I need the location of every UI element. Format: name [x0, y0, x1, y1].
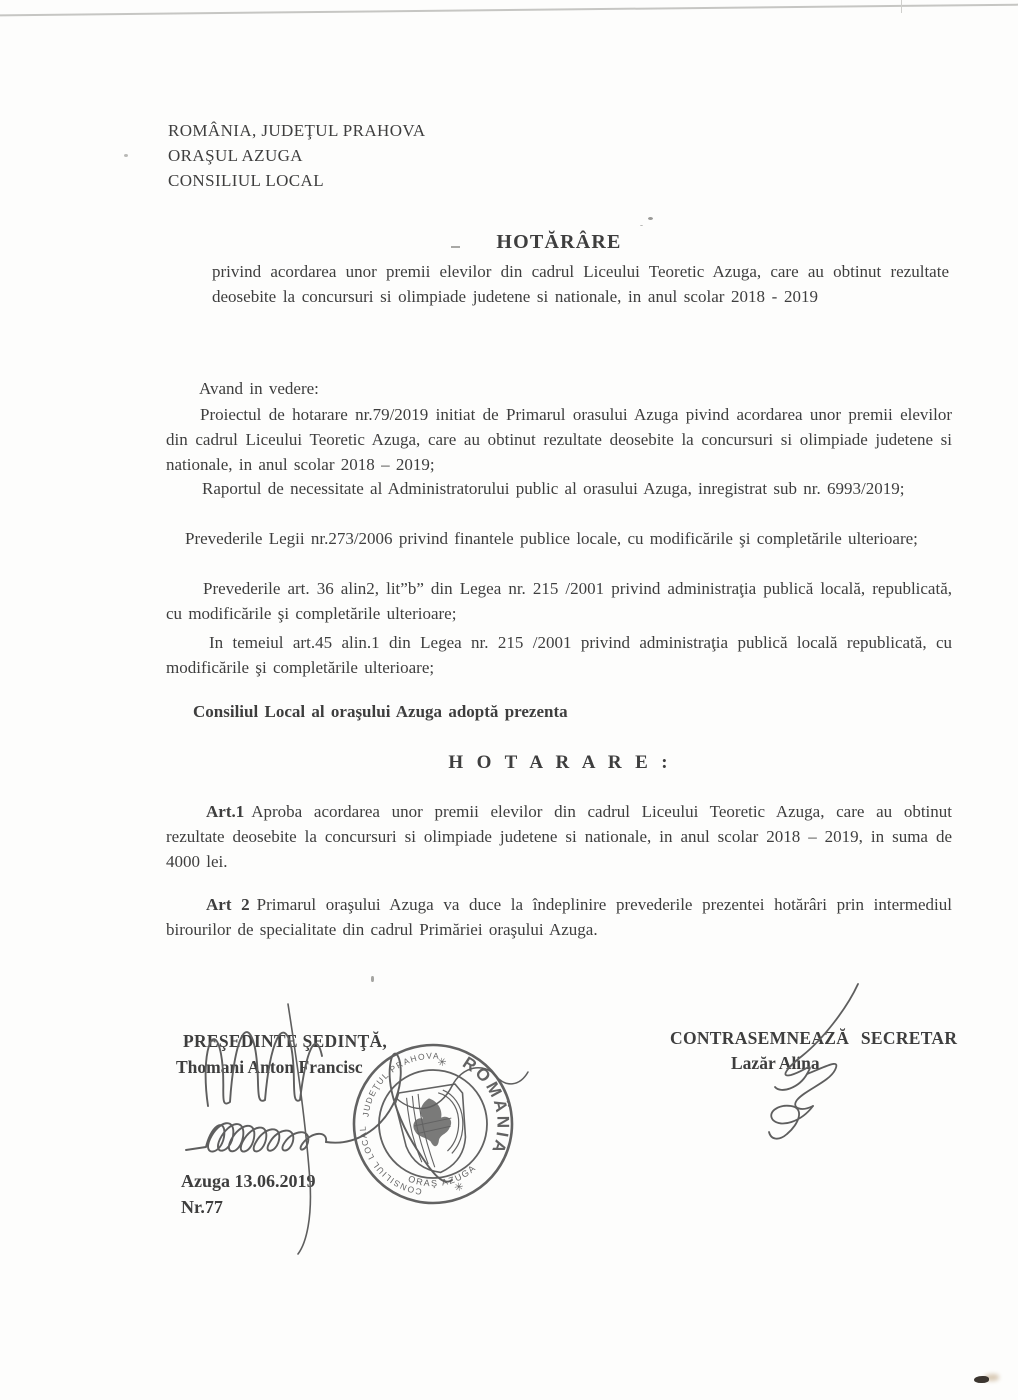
- preamble-item-2: Raportul de necessitate al Administratorului public al orasului Azuga, inregistrat sub nr. 6993/2019;: [202, 479, 905, 498]
- scan-artifact-top-line: [0, 4, 1018, 17]
- decision-heading: H O T A R A R E :: [448, 752, 670, 773]
- article-1-label: Art.1: [206, 802, 245, 821]
- legal-basis: In temeiul art.45 alin.1 din Legea nr. 215 /2001 privind administraţia publică locală republicată, cu modificările şi completările ulterioare;: [166, 633, 952, 677]
- stamp-star-bottom: ✳: [453, 1181, 465, 1195]
- letterhead: [168, 118, 426, 193]
- article-1-text: Aproba acordarea unor premii elevilor din cadrul Liceului Teoretic Azuga, care au obtinut rezultate deosebite la concursuri si olimpiade judetene si nationale, in anul scolar 2018 – 2019, in suma de 4000 lei.: [166, 802, 952, 871]
- letterhead-city: ORAŞUL AZUGA: [168, 146, 303, 165]
- article-2-text: Primarul oraşului Azuga va duce la îndeplinire prevederile prezentei hotărâri prin intermediul birourilor de specialitate din cadrul Primăriei oraşului Azuga.: [166, 895, 953, 939]
- letterhead-institution: CONSILIUL LOCAL: [168, 171, 324, 190]
- preamble-intro: Avand in vedere:: [199, 379, 319, 398]
- article-2: [166, 893, 952, 943]
- decision-number: Nr.77: [181, 1197, 223, 1217]
- stamp-coat-of-arms: [394, 1083, 474, 1178]
- stamp-council-text: CONSILIUL LOCAL: [357, 1124, 423, 1197]
- stamp-country-text: ROMÂNIA: [459, 1052, 513, 1159]
- president-name: Thomani Anton Francisc: [176, 1057, 363, 1077]
- scan-artifact-margin-dot: [124, 154, 128, 157]
- adoption-clause: Consiliul Local al oraşului Azuga adoptă prezenta: [193, 702, 568, 721]
- secretary-role: CONTRASEMNEAZĂ SECRETAR: [670, 1028, 958, 1048]
- scan-artifact-title-dots: [648, 217, 653, 220]
- scan-artifact-top-right-tick: [901, 0, 902, 13]
- president-role: PREŞEDINTE ŞEDINŢĂ,: [183, 1031, 388, 1051]
- stamp-star-top: ✳: [436, 1056, 448, 1070]
- letterhead-country-county: ROMÂNIA, JUDEŢUL PRAHOVA: [168, 121, 426, 140]
- article-2-label: Art 2: [206, 895, 250, 914]
- secretary-name: Lazăr Alina: [731, 1053, 820, 1073]
- stamp-inner-circle: [371, 1062, 495, 1186]
- stamp-outer-circle: [343, 1034, 524, 1215]
- official-round-stamp: [343, 1033, 525, 1214]
- scan-artifact-bottom-right-smudge: [974, 1376, 989, 1383]
- stamp-city-text: ORAŞ AZUGA: [406, 1162, 479, 1189]
- place-and-date: Azuga 13.06.2019: [181, 1171, 316, 1191]
- scan-artifact-pre-signature-dot: [371, 976, 374, 982]
- stamp-county-text: JUDEŢUL PRAHOVA: [360, 1050, 441, 1118]
- preamble-item-3: Prevederile Legii nr.273/2006 privind finantele publice locale, cu modificările şi completările ulterioare;: [185, 529, 918, 548]
- article-1: [166, 800, 952, 875]
- preamble-item-4: Prevederile art. 36 alin2, lit”b” din Legea nr. 215 /2001 privind administraţia publică locală, republicată, cu modificările şi completările ulterioare;: [166, 579, 952, 623]
- document-title: HOTĂRÂRE: [496, 231, 622, 253]
- document-subtitle: privind acordarea unor premii elevilor din cadrul Liceului Teoretic Azuga, care au obtinut rezultate deosebite la concursuri si olimpiade judetene si nationale, in anul scolar 2018 - 2019: [212, 262, 949, 306]
- preamble-item-1: Proiectul de hotarare nr.79/2019 initiat de Primarul orasului Azuga pivind acordarea unor premii elevilor din cadrul Liceului Teoretic Azuga, care au obtinut rezultate deosebite la concursuri si olimpiade judetene si nationale, in anul scolar 2018 – 2019;: [166, 405, 952, 474]
